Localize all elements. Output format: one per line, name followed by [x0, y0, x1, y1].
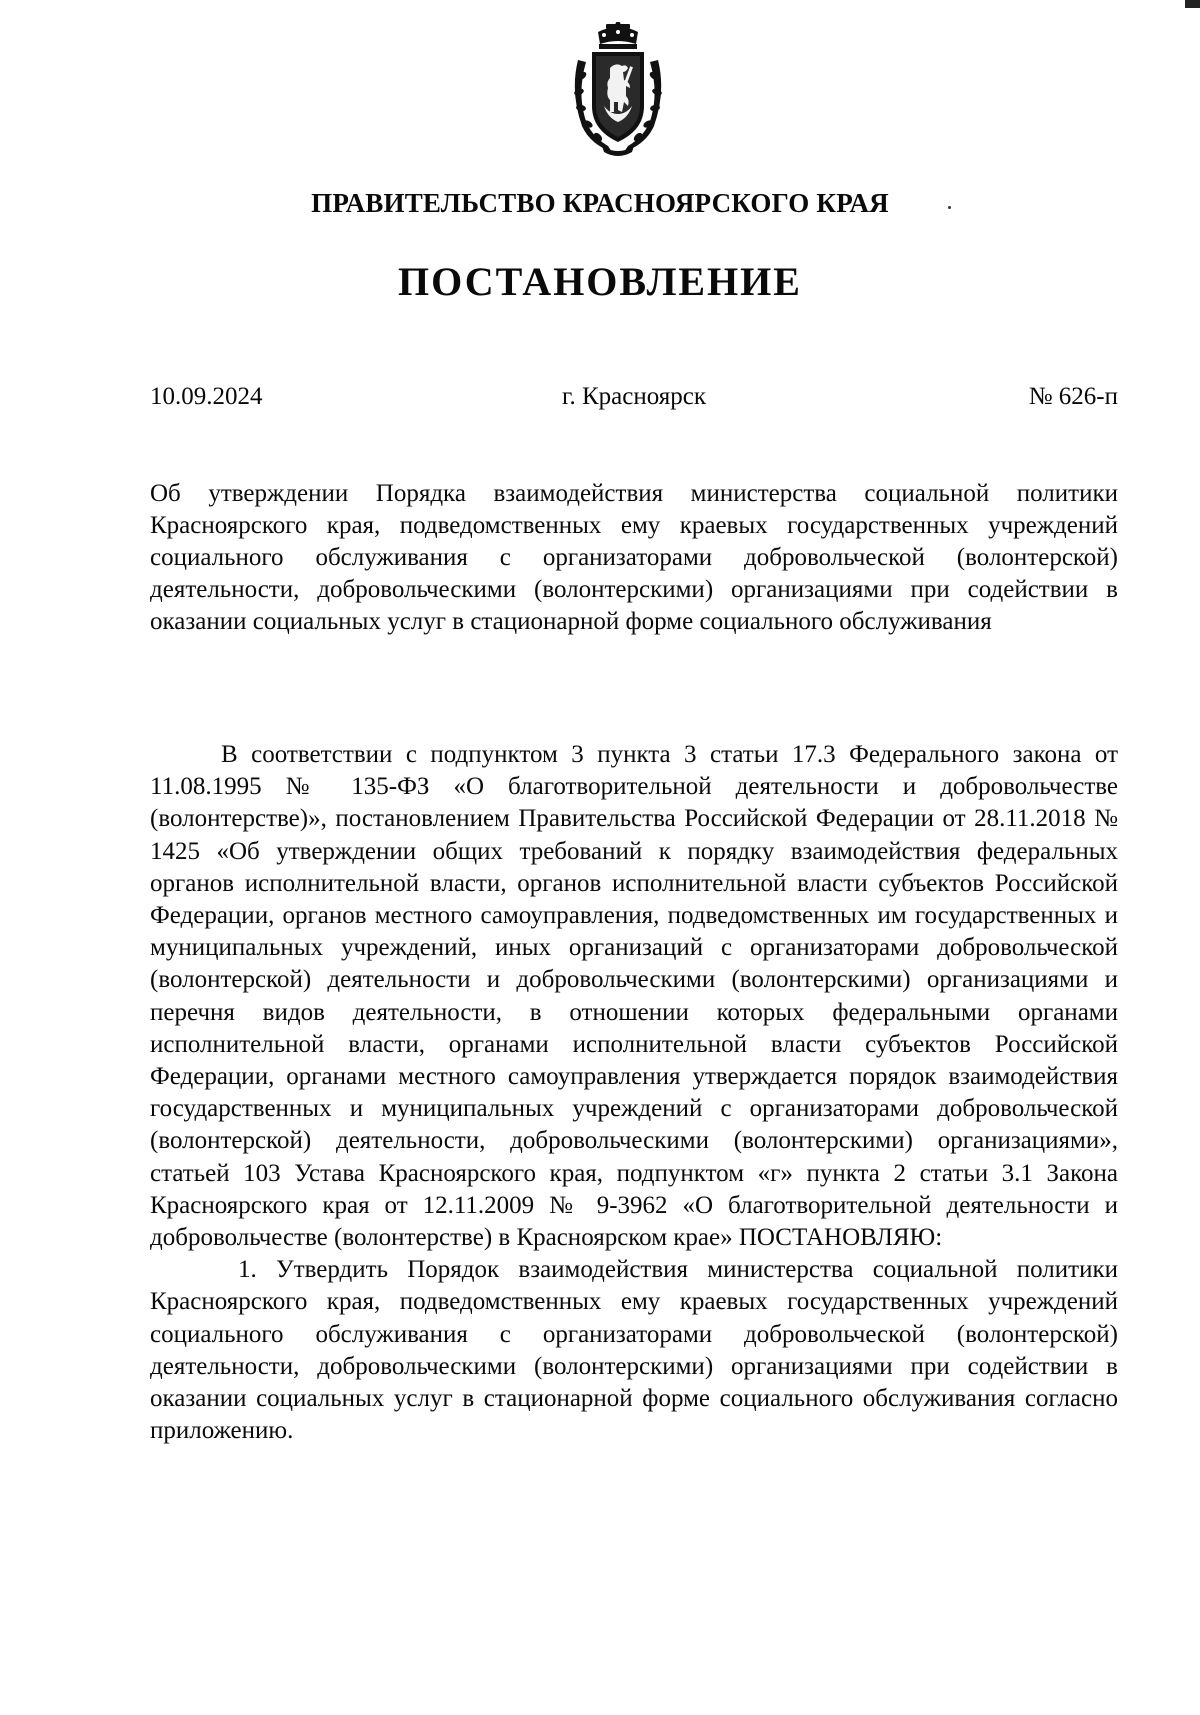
- item-1-paragraph: 1. Утвердить Порядок взаимодействия министерства социальной политики Красноярского края, подведомственных ему краевых государственных учреждений социального обслуживания с организаторами добровольческой (волонтерской) деятельности, добровольческими (волонтерскими) организациями при содействии в оказании социальных услуг в стационарной форме социального обслуживания согласно приложению.: [150, 1256, 1118, 1445]
- document-body: [150, 739, 1118, 1447]
- scan-corner-mark: [1185, 0, 1200, 8]
- organization-name: ПРАВИТЕЛЬСТВО КРАСНОЯРСКОГО КРАЯ: [311, 188, 889, 218]
- document-number: № 626-п: [1028, 383, 1118, 410]
- document-city: г. Красноярск: [562, 383, 706, 410]
- scan-dot-mark: [948, 206, 951, 209]
- document-subject: Об утверждении Порядка взаимодействия министерства социальной политики Красноярского края, подведомственных ему краевых государственных учреждений социального обслуживания с организаторами добровольческой (волонтерской) деятельности, добровольческими (волонтерскими) организациями при содействии в оказании социальных услуг в стационарной форме социального обслуживания: [150, 480, 1118, 635]
- document-meta-row: [150, 383, 1118, 417]
- document-date: 10.09.2024: [150, 383, 263, 410]
- coat-of-arms-icon: [568, 22, 668, 158]
- preamble-paragraph: В соответствии с подпунктом 3 пункта 3 статьи 17.3 Федерального закона от 11.08.1995 № 135-ФЗ «О благотворительной деятельности и добровольчестве (волонтерстве)», постановлением Правительства Российской Федерации от 28.11.2018 № 1425 «Об утверждении общих требований к порядку взаимодействия федеральных органов исполнительной власти, органов исполнительной власти субъектов Российской Федерации, органов местного самоуправления, подведомственных им государственных и муниципальных учреждений, иных организаций с организаторами добровольческой (волонтерской) деятельности и добровольческими (волонтерскими) организациями и перечня видов деятельности, в отношении которых федеральными органами исполнительной власти, органами исполнительной власти субъектов Российской Федерации, органами местного самоуправления утверждается порядок взаимодействия государственных и муниципальных учреждений с организаторами добровольческой (волонтерской) деятельности, добровольческими (волонтерскими) организациями», статьей 103 Устава Красноярского края, подпунктом «г» пункта 2 статьи 3.1 Закона Красноярского края от 12.11.2009 № 9-3962 «О благотворительной деятельности и добровольчестве (волонтерстве) в Красноярском крае» ПОСТАНОВЛЯЮ:: [150, 741, 1118, 1252]
- document-type-title: ПОСТАНОВЛЕНИЕ: [398, 259, 802, 304]
